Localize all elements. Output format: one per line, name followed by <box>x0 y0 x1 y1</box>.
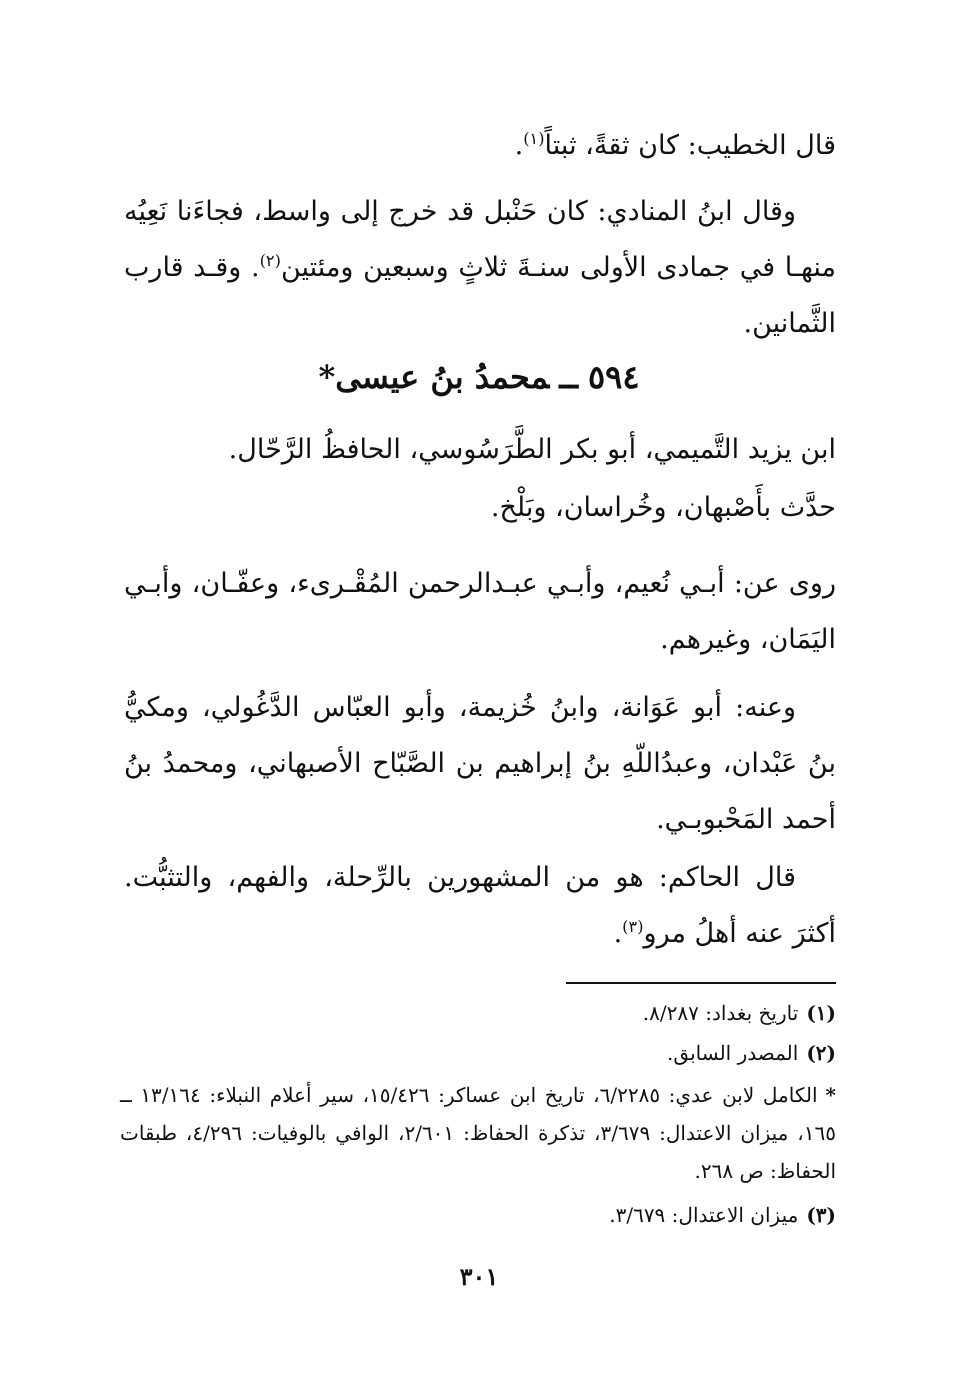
footnote-mark: (١) <box>806 1001 836 1025</box>
entry-narrated-from <box>124 556 836 668</box>
footnote-3 <box>120 1196 836 1234</box>
entry-hakim <box>124 850 836 962</box>
paragraph-ibn-munadi <box>124 184 836 352</box>
footnote-text: ميزان الاعتدال: ٣/٦٧٩. <box>609 1203 799 1227</box>
footnote-mark: * <box>825 1083 836 1107</box>
paragraph-khatib <box>124 118 836 174</box>
ibn-munadi-text: وقال ابنُ المنادي: كان حَنْبل قد خرج إلى واسط، فجاءَنا نَعِيُه منهـا في جمادى الأولى سنـةَ ثلاثٍ وسبعين ومئتين <box>124 196 836 283</box>
page-number: ٣٠١ <box>459 1262 499 1291</box>
entry-name: محمدُ بنُ عيسى* <box>318 358 550 396</box>
footnote-1 <box>120 994 836 1032</box>
entry-separator: ــ <box>559 358 578 396</box>
narrators-text: وعنه: أبو عَوَانة، وابنُ خُزيمة، وأبو العبّاس الدَّغُولي، ومكيُّ بنُ عَبْدان، وعبدُاللّهِ بنُ إبراهيم بن الصَّبّاح الأصبهاني، ومحمدُ بنُ أحمد المَحْبوبـي. <box>124 692 836 835</box>
footnote-ref-3: (٣) <box>622 917 644 936</box>
footnote-ref-1: (١) <box>523 129 545 148</box>
footnote-2 <box>120 1034 836 1072</box>
entry-number: ٥٩٤ <box>587 358 640 396</box>
lineage-text: ابن يزيد التَّميمي، أبو بكر الطَّرَسُوسي، الحافظُ الرَّحّال. <box>228 434 836 465</box>
entry-narrators <box>124 680 836 848</box>
entry-lineage <box>124 422 836 478</box>
punctuation: . <box>514 130 524 161</box>
travel-text: حدَّث بأَصْبهان، وخُراسان، وبَلْخ. <box>490 492 836 523</box>
footnote-text: المصدر السابق. <box>667 1041 799 1065</box>
footnote-ref-2: (٢) <box>259 251 281 270</box>
footnote-mark: (٣) <box>806 1203 836 1227</box>
ibn-munadi-text-end: . وقـد قارب الثَّمانين. <box>124 252 836 339</box>
hakim-text: قال الحاكم: هو من المشهورين بالرِّحلة، والفهم، والتثبُّت. أكثرَ عنه أهلُ مرو <box>124 862 836 949</box>
footnote-star <box>120 1076 836 1190</box>
entry-travel <box>124 480 836 536</box>
entry-heading <box>0 358 958 396</box>
footnote-mark: (٢) <box>806 1041 836 1065</box>
footnote-divider <box>566 982 836 984</box>
footnote-text: الكامل لابن عدي: ٦/٢٢٨٥، تاريخ ابن عساكر: ١٥/٤٢٦، سير أعلام النبلاء: ١٣/١٦٤ ــ ١٦٥، ميزان الاعتدال: ٣/٦٧٩، تذكرة الحفاظ: ٢/٦٠١، الوافي بالوفيات: ٤/٢٩٦، طبقات الحفاظ: ص ٢٦٨. <box>120 1083 836 1183</box>
punctuation: . <box>613 918 623 949</box>
khatib-text: قال الخطيب: كان ثقةً، ثبتاً <box>544 130 836 161</box>
footnote-text: تاريخ بغداد: ٨/٢٨٧. <box>642 1001 799 1025</box>
narrated-from-text: روى عن: أبـي نُعيم، وأبـي عبـدالرحمن المُقْـرىء، وعفّـان، وأبـي اليَمَان، وغيرهم. <box>124 568 836 655</box>
